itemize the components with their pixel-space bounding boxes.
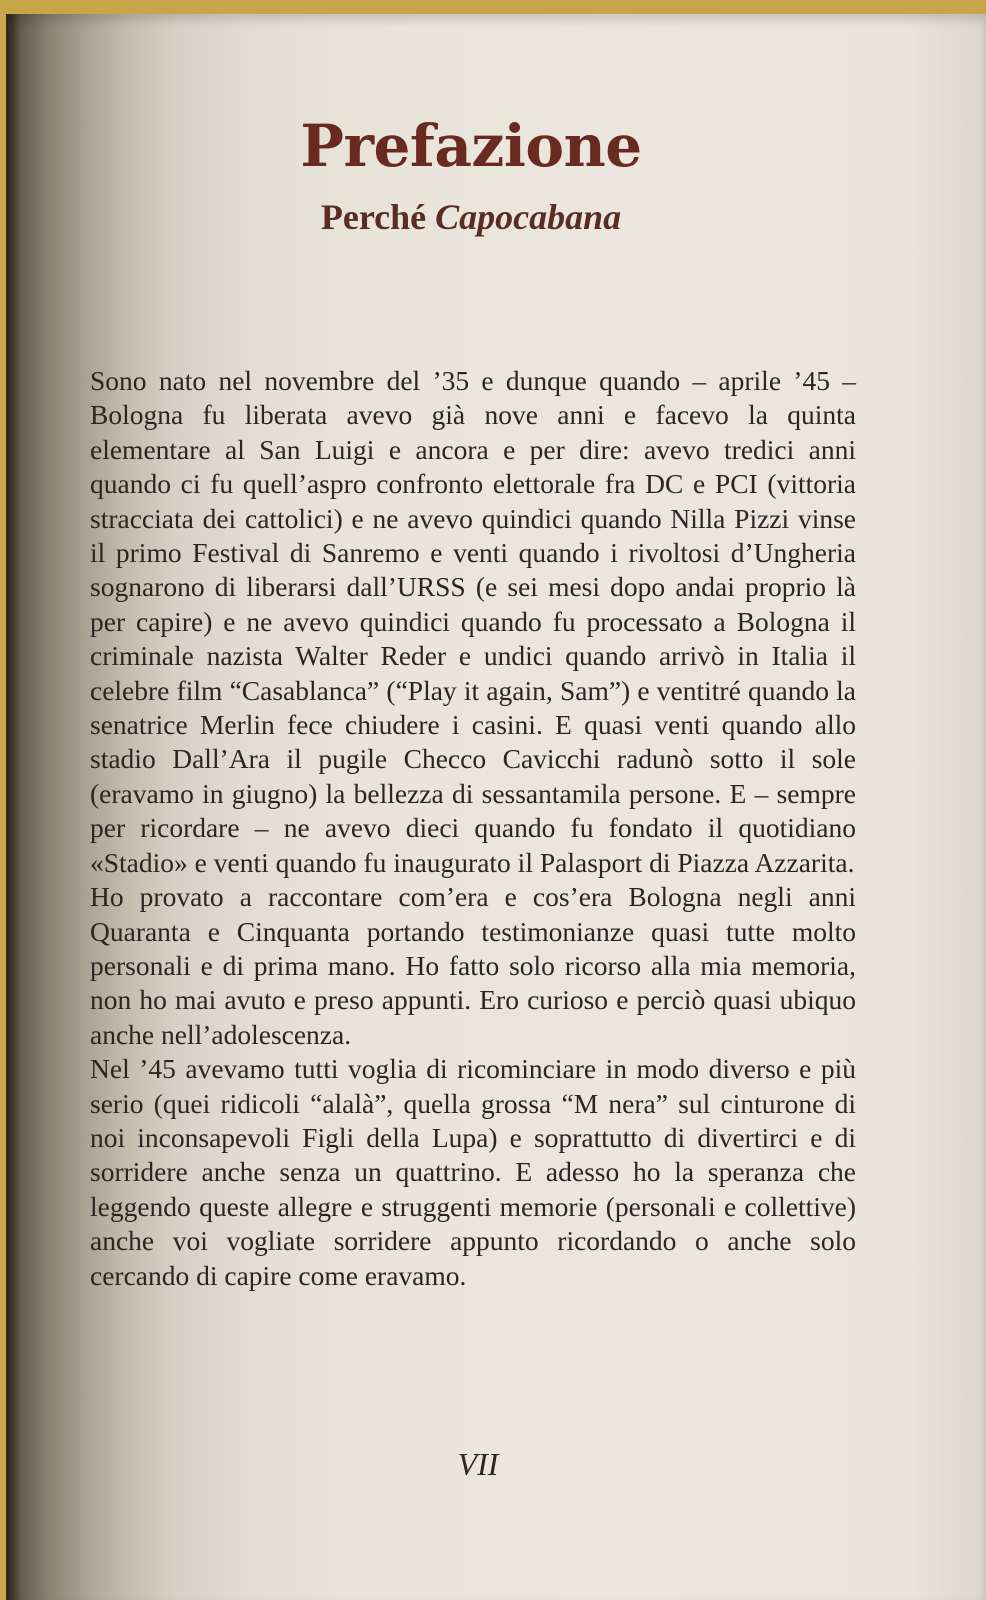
paragraph: Nel ’45 avevamo tutti voglia di ricominciare in modo diverso e più serio (quei ridicoli “alalà”, quella grossa “M nera” sul cinturone di noi inconsapevoli Figli della Lupa) e soprattutto di divertirci e di sorridere anche senza un quattrino. E adesso ho la speranza che leggendo queste allegre e struggenti memorie (personali e collettive) anche voi vogliate sorridere appunto ricordando o anche solo cercando di capire come eravamo. — [90, 1053, 856, 1291]
subtitle-italic: Capocabana — [435, 197, 622, 237]
paragraph: Ho provato a raccontare com’era e cos’era Bologna negli anni Quaranta e Cinquanta portando testimonianze quasi tutte molto personali e di prima mano. Ho fatto solo ricorso alla mia memoria, non ho mai avuto e preso appunti. Ero curioso e perciò quasi ubiquo anche nell’adolescenza. — [90, 881, 856, 1050]
book-page — [6, 14, 986, 1600]
chapter-title: Prefazione — [300, 112, 642, 180]
chapter-subtitle — [6, 196, 936, 238]
subtitle-plain: Perché — [320, 197, 436, 237]
page-number: VII — [457, 1446, 499, 1482]
preface-body — [90, 364, 856, 1293]
paragraph: Sono nato nel novembre del ’35 e dunque quando – aprile ’45 – Bologna fu liberata avevo già nove anni e facevo la quinta elementare al San Luigi e ancora e per dire: avevo tredici anni quando ci fu quell’aspro confronto elettorale fra DC e PCI (vittoria stracciata dei cattolici) e ne avevo quindici quando Nilla Pizzi vinse il primo Festival di Sanremo e venti quando i rivoltosi d’Ungheria sognarono di liberarsi dall’URSS (e sei mesi dopo andai proprio là per capire) e ne avevo quindici quando fu processato a Bologna il criminale nazista Walter Reder e undici quando arrivò in Italia il celebre film “Casablanca” (“Play it again, Sam”) e ventitré quando la senatrice Merlin fece chiudere i casini. E quasi venti quando allo stadio Dall’Ara il pugile Checco Cavicchi radunò sotto il sole (eravamo in giugno) la bellezza di sessantamila persone. E – sempre per ricordare – ne avevo dieci quando fu fondato il quotidiano «Stadio» e venti quando fu inaugurato il Palasport di Piazza Azzarita. — [90, 365, 856, 878]
